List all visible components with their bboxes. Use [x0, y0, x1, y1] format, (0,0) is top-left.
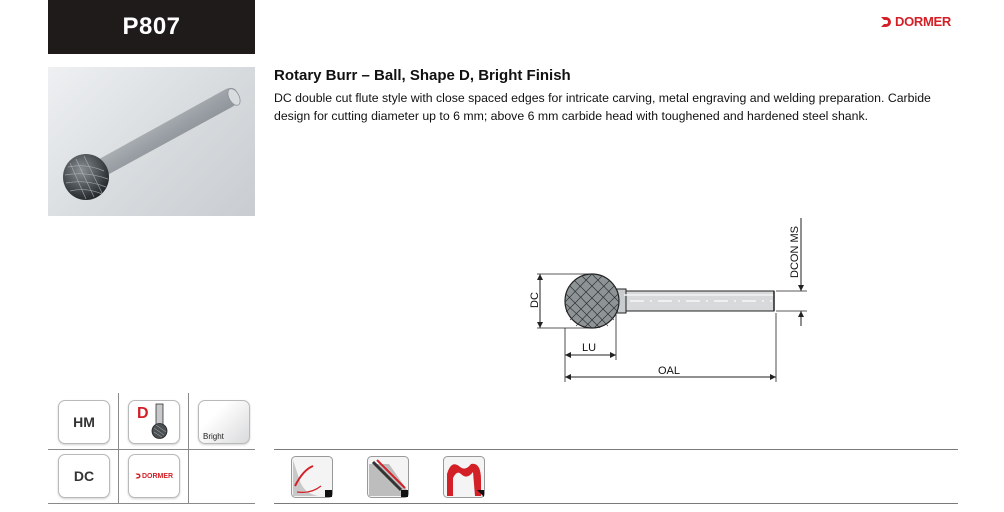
- finish-label: Bright: [203, 432, 224, 441]
- product-title: Rotary Burr – Ball, Shape D, Bright Finish: [274, 67, 571, 84]
- application-edge-icon: [367, 456, 409, 498]
- mini-brand-name: DORMER: [141, 472, 174, 480]
- shape-letter: D: [137, 405, 149, 422]
- application-contour-icon: [443, 456, 485, 498]
- dcon-label: DCON MS: [789, 226, 801, 278]
- dormer-mark-small-icon: [135, 473, 141, 479]
- technical-drawing: [520, 210, 820, 390]
- cut-label: DC: [73, 468, 95, 484]
- burr-photo-illustration: [48, 67, 255, 216]
- groove-cut-icon: [291, 456, 333, 498]
- product-photo: [48, 67, 255, 216]
- edge-cut-icon: [367, 456, 409, 498]
- lu-label: LU: [582, 342, 597, 354]
- ball-burr-icon: [129, 401, 179, 443]
- mini-brand-logo: [135, 473, 173, 480]
- brand-name: DORMER: [895, 14, 951, 29]
- application-groove-icon: [291, 456, 333, 498]
- product-code-header: [48, 0, 255, 54]
- cut-badge: [58, 454, 110, 498]
- brand-badge: [128, 454, 180, 498]
- oal-label: OAL: [658, 365, 681, 377]
- shape-badge: [128, 400, 180, 444]
- dc-label: DC: [529, 292, 541, 308]
- material-label: HM: [73, 414, 95, 430]
- dormer-mark-icon: [880, 16, 892, 28]
- product-description: DC double cut flute style with close spaced edges for intricate carving, metal engraving and welding preparation. Carbide design for cutting diameter up to 6 mm; above 6 mm carbide head with toughened and hardened steel shank.: [274, 91, 931, 123]
- contour-cut-icon: [443, 456, 485, 498]
- finish-badge: [198, 400, 250, 444]
- product-code: P807: [122, 13, 181, 40]
- brand-logo: [880, 14, 951, 29]
- material-badge: [58, 400, 110, 444]
